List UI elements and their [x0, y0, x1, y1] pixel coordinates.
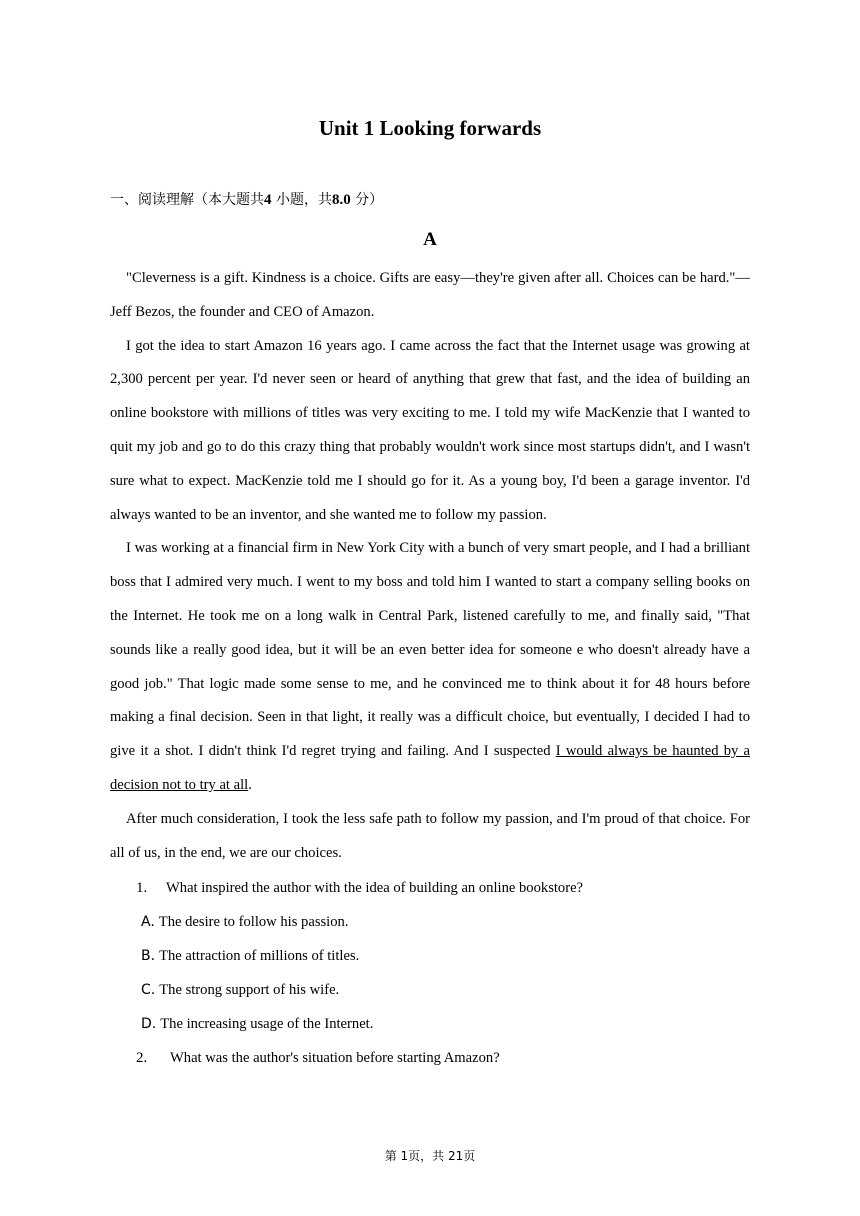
option-text: The desire to follow his passion.: [158, 914, 349, 930]
section-question-count: 4: [264, 192, 272, 208]
section-points: 8.0: [331, 192, 351, 208]
question-number: 1.: [136, 880, 148, 896]
question-2: [136, 1046, 500, 1070]
section-heading-suffix: 分）: [355, 192, 384, 208]
option-text: The increasing usage of the Internet.: [160, 1016, 374, 1032]
paragraph-3-end: .: [248, 776, 252, 793]
question-1-option-a: [141, 910, 348, 934]
paragraph-2: I got the idea to start Amazon 16 years ago. I came across the fact that the Internet usage was growing at 2,300 percent per year. I'd never seen or heard of anything that grew that fast, and the idea of building an online bookstore with millions of titles was very exciting to me. I told my wife MacKenzie that I wanted to quit my job and go to do this crazy thing that probably wouldn't work since most startups didn't, and I wasn't sure what to expect. MacKenzie told me I should go for it. As a young boy, I'd been a garage inventor. I'd always wanted to be an inventor, and she wanted me to follow my passion.: [110, 337, 750, 523]
paragraph-3: [110, 532, 750, 802]
question-1-option-d: [141, 1012, 373, 1036]
section-heading-middle: 小题，共: [275, 192, 332, 208]
question-text: What was the author's situation before starting Amazon?: [170, 1050, 500, 1066]
passage-label: A: [423, 229, 437, 250]
option-letter: C.: [141, 982, 156, 998]
paragraph-3-text: I was working at a financial firm in New York City with a bunch of very smart people, and I had a brilliant boss that I admired very much. I went to my boss and told him I wanted to start a company selling books on the Internet. He took me on a long walk in Central Park, listened carefully to me, and finally said, "That sounds like a really good idea, but it will be an even better idea for someone e who doesn't already have a good job." That logic made some sense to me, and he convinced me to think about it for 48 hours before making a final decision. Seen in that light, it really was a difficult choice, but eventually, I decided I had to give it a shot. I didn't think I'd regret trying and failing. And I suspected: [110, 540, 750, 760]
option-letter: A.: [141, 914, 155, 930]
section-heading: [110, 188, 383, 212]
question-1-option-c: [141, 978, 339, 1002]
option-letter: D.: [141, 1016, 157, 1032]
question-1-option-b: [141, 944, 359, 968]
section-heading-prefix: 一、阅读理解（本大题共: [110, 192, 264, 208]
paragraph-4: After much consideration, I took the less safe path to follow my passion, and I'm proud of that choice. For all of us, in the end, we are our choices.: [110, 810, 750, 861]
option-text: The attraction of millions of titles.: [159, 948, 360, 964]
option-letter: B.: [141, 948, 156, 964]
question-number: 2.: [136, 1050, 148, 1066]
reading-passage: [110, 262, 750, 870]
page-title: Unit 1 Looking forwards: [318, 116, 542, 140]
underlined-sentence: I would always be haunted by a decision not to try at all: [110, 743, 750, 793]
paragraph-1: "Cleverness is a gift. Kindness is a choice. Gifts are easy—they're given after all. Choices can be hard."—Jeff Bezos, the founder and CEO of Amazon.: [110, 270, 750, 320]
question-1: [136, 876, 583, 900]
question-text: What inspired the author with the idea of building an online bookstore?: [166, 880, 584, 896]
page-footer: 第 1页，共 21页: [384, 1149, 476, 1163]
option-text: The strong support of his wife.: [159, 982, 340, 998]
